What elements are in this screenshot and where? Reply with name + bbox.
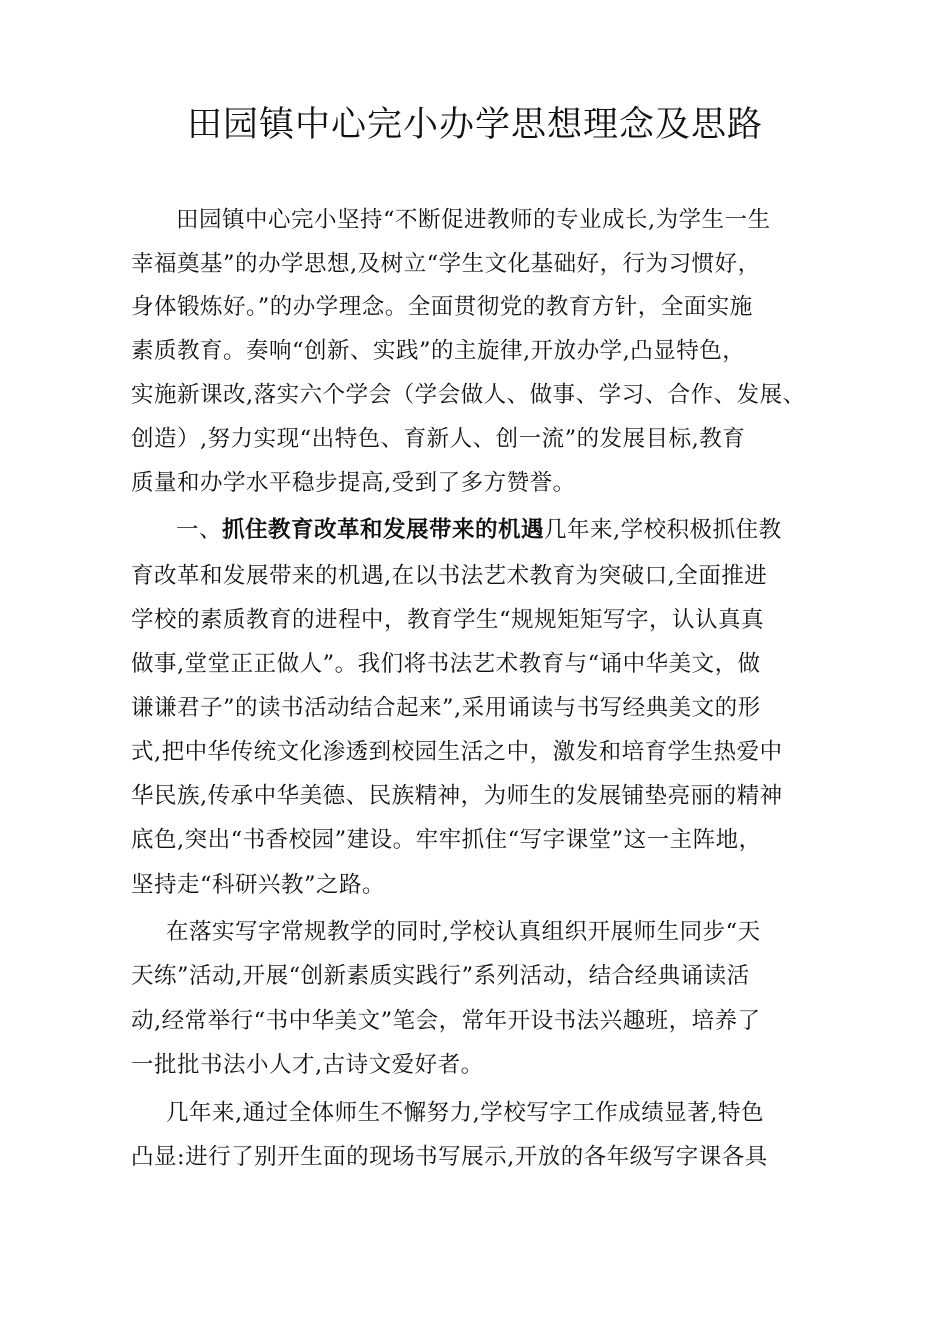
paragraph-line: 底色,突出“书香校园”建设。牢牢抓住“写字课堂”这一主阵地， xyxy=(131,827,762,853)
paragraph-line: 身体锻炼好。”的办学理念。全面贯彻党的教育方针，全面实施 xyxy=(131,294,753,320)
paragraph-line: 几年来,学校积极抓住教 xyxy=(544,517,782,543)
paragraph-line: 做事,堂堂正正做人”。我们将书法艺术教育与“诵中华美文，做 xyxy=(131,651,761,677)
paragraph-line: 创造）,努力实现“出特色、育新人、创一流”的发展目标,教育 xyxy=(131,426,746,452)
document-title: 田园镇中心完小办学思想理念及思路 xyxy=(186,105,763,145)
paragraph-line: 育改革和发展带来的机遇,在以书法艺术教育为突破口,全面推进 xyxy=(131,563,768,589)
paragraph-line: 一批批书法小人才,古诗文爱好者。 xyxy=(131,1052,484,1078)
paragraph-line: 华民族,传承中华美德、民族精神，为师生的发展铺垫亮丽的精神 xyxy=(131,783,783,809)
paragraph-line: 幸福奠基”的办学思想,及树立“学生文化基础好，行为习惯好， xyxy=(131,251,761,277)
paragraph-line: 几年来,通过全体师生不懈努力,学校写字工作成绩显著,特色 xyxy=(166,1100,764,1126)
paragraph-line: 质量和办学水平稳步提高,受到了多方赞誉。 xyxy=(131,470,576,496)
paragraph-line: 在落实写字常规教学的同时,学校认真组织开展师生同步“天 xyxy=(166,919,761,945)
paragraph-line: 式,把中华传统文化渗透到校园生活之中，激发和培育学生热爱中 xyxy=(131,739,783,765)
paragraph-line: 动,经常举行“书中华美文”笔会，常年开设书法兴趣班，培养了 xyxy=(131,1008,761,1034)
paragraph-line: 坚持走“科研兴教”之路。 xyxy=(131,872,386,898)
paragraph-line: 实施新课改,落实六个学会（学会做人、做事、学习、合作、发展、 xyxy=(131,382,806,408)
paragraph-line: 学校的素质教育的进程中，教育学生“规规矩矩写字，认认真真 xyxy=(131,607,765,633)
section-number: 一、 xyxy=(176,517,223,543)
paragraph-line: 田园镇中心完小坚持“不断促进教师的专业成长,为学生一生 xyxy=(176,207,771,233)
section-one-first-line xyxy=(176,514,782,546)
section-heading: 抓住教育改革和发展带来的机遇 xyxy=(222,517,545,543)
paragraph-line: 素质教育。奏响“创新、实践”的主旋律,开放办学,凸显特色， xyxy=(131,338,746,364)
paragraph-line: 谦谦君子”的读书活动结合起来”,采用诵读与书写经典美文的形 xyxy=(131,695,761,721)
paragraph-line: 凸显:进行了别开生面的现场书写展示,开放的各年级写字课各具 xyxy=(131,1144,768,1170)
paragraph-line: 天练”活动,开展“创新素质实践行”系列活动，结合经典诵读活 xyxy=(131,963,750,989)
